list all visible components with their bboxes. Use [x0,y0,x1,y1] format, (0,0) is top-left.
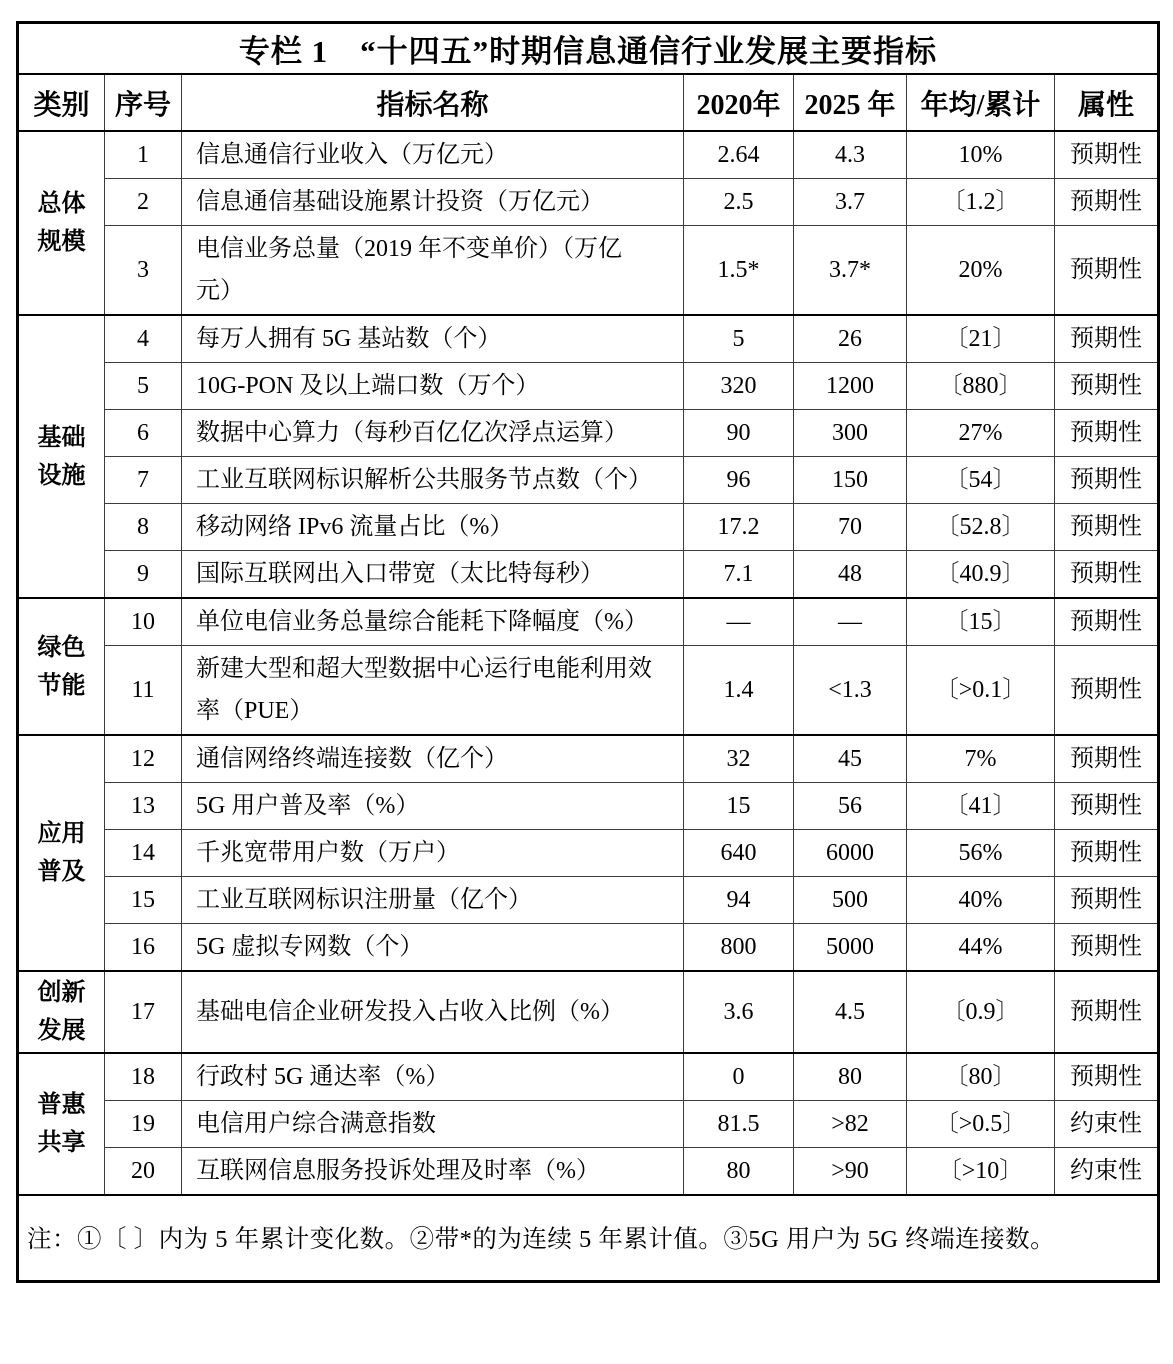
cell-indicator-name: 电信用户综合满意指数 [182,1101,684,1148]
cell-avg-cumulative: 〔40.9〕 [907,551,1055,599]
header-avg-cumulative: 年均/累计 [907,74,1055,131]
cell-2025-value: 70 [794,504,907,551]
table-note: 注：①〔 〕内为 5 年累计变化数。②带*的为连续 5 年累计值。③5G 用户为 5G 终端连接数。 [18,1195,1159,1281]
cell-avg-cumulative: 〔>10〕 [907,1148,1055,1196]
cell-2020-value: 94 [684,877,794,924]
cell-attribute: 预期性 [1055,735,1159,783]
category-cell: 创新发展 [18,971,105,1053]
cell-avg-cumulative: 27% [907,410,1055,457]
cell-2025-value: 1200 [794,363,907,410]
table-row [18,504,1159,551]
cell-attribute: 预期性 [1055,179,1159,226]
cell-indicator-name: 移动网络 IPv6 流量占比（%） [182,504,684,551]
cell-avg-cumulative: 〔21〕 [907,315,1055,363]
cell-2020-value: 2.64 [684,131,794,179]
cell-indicator-name: 通信网络终端连接数（亿个） [182,735,684,783]
cell-attribute: 预期性 [1055,363,1159,410]
cell-2025-value: — [794,598,907,646]
cell-attribute: 预期性 [1055,598,1159,646]
cell-avg-cumulative: 56% [907,830,1055,877]
cell-attribute: 预期性 [1055,551,1159,599]
cell-2025-value: 80 [794,1053,907,1101]
cell-indicator-name: 信息通信基础设施累计投资（万亿元） [182,179,684,226]
table-row [18,598,1159,646]
header-indicator-name: 指标名称 [182,74,684,131]
cell-index: 6 [105,410,182,457]
cell-index: 2 [105,179,182,226]
cell-avg-cumulative: 10% [907,131,1055,179]
table-row [18,924,1159,972]
cell-attribute: 约束性 [1055,1148,1159,1196]
cell-avg-cumulative: 〔41〕 [907,783,1055,830]
cell-attribute: 预期性 [1055,646,1159,736]
cell-2025-value: 500 [794,877,907,924]
cell-attribute: 预期性 [1055,783,1159,830]
cell-2025-value: 300 [794,410,907,457]
table-body [18,131,1159,1195]
cell-index: 4 [105,315,182,363]
table-row [18,1101,1159,1148]
cell-2025-value: 5000 [794,924,907,972]
table-row [18,457,1159,504]
cell-attribute: 预期性 [1055,457,1159,504]
table-header-row [18,74,1159,131]
cell-attribute: 预期性 [1055,226,1159,316]
cell-attribute: 预期性 [1055,971,1159,1053]
table-row [18,1148,1159,1196]
cell-avg-cumulative: 7% [907,735,1055,783]
cell-2020-value: 0 [684,1053,794,1101]
table-title: 专栏 1 “十四五”时期信息通信行业发展主要指标 [18,23,1159,75]
cell-attribute: 预期性 [1055,131,1159,179]
cell-indicator-name: 信息通信行业收入（万亿元） [182,131,684,179]
cell-2025-value: 26 [794,315,907,363]
table-row [18,646,1159,736]
header-2025: 2025 年 [794,74,907,131]
header-attribute: 属性 [1055,74,1159,131]
header-index: 序号 [105,74,182,131]
cell-indicator-name: 行政村 5G 通达率（%） [182,1053,684,1101]
cell-2025-value: 6000 [794,830,907,877]
cell-2020-value: 7.1 [684,551,794,599]
cell-2020-value: 80 [684,1148,794,1196]
cell-2020-value: 81.5 [684,1101,794,1148]
cell-index: 1 [105,131,182,179]
header-category: 类别 [18,74,105,131]
cell-index: 15 [105,877,182,924]
cell-2025-value: 4.3 [794,131,907,179]
cell-2025-value: <1.3 [794,646,907,736]
cell-indicator-name: 基础电信企业研发投入占收入比例（%） [182,971,684,1053]
header-2020: 2020年 [684,74,794,131]
cell-2025-value: 150 [794,457,907,504]
cell-2025-value: 48 [794,551,907,599]
cell-indicator-name: 电信业务总量（2019 年不变单价）（万亿元） [182,226,684,316]
cell-indicator-name: 数据中心算力（每秒百亿亿次浮点运算） [182,410,684,457]
cell-2025-value: 45 [794,735,907,783]
cell-index: 10 [105,598,182,646]
cell-2020-value: 15 [684,783,794,830]
table-row [18,363,1159,410]
table-row [18,179,1159,226]
cell-indicator-name: 国际互联网出入口带宽（太比特每秒） [182,551,684,599]
table-row [18,131,1159,179]
cell-avg-cumulative: 40% [907,877,1055,924]
table-row [18,410,1159,457]
cell-2020-value: 1.4 [684,646,794,736]
cell-2025-value: >90 [794,1148,907,1196]
cell-2025-value: 3.7 [794,179,907,226]
cell-avg-cumulative: 〔54〕 [907,457,1055,504]
cell-attribute: 预期性 [1055,877,1159,924]
cell-avg-cumulative: 〔52.8〕 [907,504,1055,551]
cell-attribute: 约束性 [1055,1101,1159,1148]
category-cell: 基础设施 [18,315,105,598]
cell-indicator-name: 互联网信息服务投诉处理及时率（%） [182,1148,684,1196]
cell-avg-cumulative: 〔>0.1〕 [907,646,1055,736]
cell-indicator-name: 千兆宽带用户数（万户） [182,830,684,877]
category-cell: 应用普及 [18,735,105,971]
cell-attribute: 预期性 [1055,1053,1159,1101]
cell-attribute: 预期性 [1055,830,1159,877]
cell-attribute: 预期性 [1055,315,1159,363]
cell-2025-value: 56 [794,783,907,830]
cell-2020-value: 5 [684,315,794,363]
cell-2020-value: 640 [684,830,794,877]
table-title-row [18,23,1159,75]
cell-2025-value: >82 [794,1101,907,1148]
cell-index: 5 [105,363,182,410]
cell-index: 20 [105,1148,182,1196]
cell-2025-value: 3.7* [794,226,907,316]
cell-index: 19 [105,1101,182,1148]
cell-2020-value: 3.6 [684,971,794,1053]
cell-index: 9 [105,551,182,599]
cell-attribute: 预期性 [1055,410,1159,457]
cell-2020-value: 90 [684,410,794,457]
table-row [18,1053,1159,1101]
note-row [18,1195,1159,1281]
category-cell: 总体规模 [18,131,105,315]
cell-avg-cumulative: 〔>0.5〕 [907,1101,1055,1148]
indicators-table [16,21,1160,1283]
cell-2020-value: 1.5* [684,226,794,316]
cell-indicator-name: 单位电信业务总量综合能耗下降幅度（%） [182,598,684,646]
cell-index: 13 [105,783,182,830]
cell-index: 3 [105,226,182,316]
cell-indicator-name: 新建大型和超大型数据中心运行电能利用效率（PUE） [182,646,684,736]
cell-index: 18 [105,1053,182,1101]
cell-indicator-name: 工业互联网标识注册量（亿个） [182,877,684,924]
cell-avg-cumulative: 20% [907,226,1055,316]
cell-avg-cumulative: 〔80〕 [907,1053,1055,1101]
cell-index: 16 [105,924,182,972]
cell-indicator-name: 工业互联网标识解析公共服务节点数（个） [182,457,684,504]
table-row [18,226,1159,316]
cell-indicator-name: 5G 虚拟专网数（个） [182,924,684,972]
table-row [18,783,1159,830]
cell-index: 7 [105,457,182,504]
cell-2020-value: 96 [684,457,794,504]
cell-2020-value: 800 [684,924,794,972]
cell-index: 12 [105,735,182,783]
table-row [18,551,1159,599]
cell-avg-cumulative: 〔15〕 [907,598,1055,646]
cell-index: 11 [105,646,182,736]
category-cell: 绿色节能 [18,598,105,735]
cell-avg-cumulative: 〔880〕 [907,363,1055,410]
cell-2020-value: 320 [684,363,794,410]
table-row [18,830,1159,877]
cell-avg-cumulative: 〔0.9〕 [907,971,1055,1053]
category-cell: 普惠共享 [18,1053,105,1195]
cell-avg-cumulative: 44% [907,924,1055,972]
table-row [18,735,1159,783]
cell-2025-value: 4.5 [794,971,907,1053]
cell-attribute: 预期性 [1055,924,1159,972]
cell-2020-value: — [684,598,794,646]
cell-indicator-name: 5G 用户普及率（%） [182,783,684,830]
cell-index: 8 [105,504,182,551]
table-row [18,877,1159,924]
cell-2020-value: 2.5 [684,179,794,226]
cell-avg-cumulative: 〔1.2〕 [907,179,1055,226]
cell-index: 17 [105,971,182,1053]
cell-index: 14 [105,830,182,877]
cell-indicator-name: 每万人拥有 5G 基站数（个） [182,315,684,363]
table-row [18,971,1159,1053]
cell-indicator-name: 10G-PON 及以上端口数（万个） [182,363,684,410]
table-row [18,315,1159,363]
cell-2020-value: 17.2 [684,504,794,551]
cell-2020-value: 32 [684,735,794,783]
cell-attribute: 预期性 [1055,504,1159,551]
